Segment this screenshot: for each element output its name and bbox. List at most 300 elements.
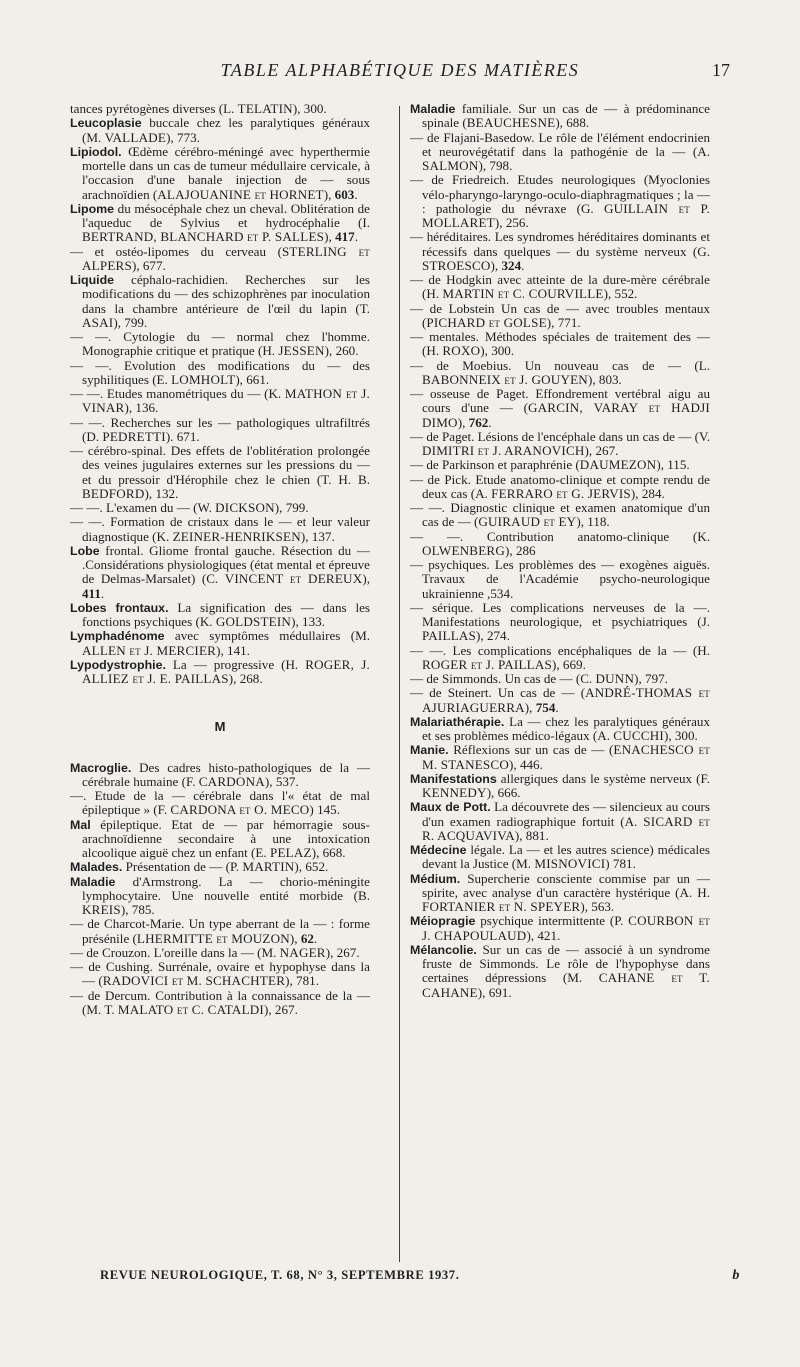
entry-text: céphalo-rachidien. Recherches sur les modifications du — des schizophrènes par inoculation dans la chambre antérieure de l'œil du lapin (T. xyxy=(82,272,370,316)
entry-text: — de Pick. Etude anatomo-clinique et compte rendu de deux cas (A. xyxy=(410,471,710,501)
entry-punct: ), xyxy=(292,101,304,116)
entry-authors: LHERMITTE et MOUZON xyxy=(136,930,290,946)
entry-page: 137. xyxy=(311,528,335,544)
entry-authors: RADOVICI et M. SCHACHTER xyxy=(102,973,286,989)
entry-punct: ), xyxy=(587,371,599,387)
entry-authors: CARDONA xyxy=(198,773,265,789)
entry-punct: ), xyxy=(656,457,668,473)
entry-authors: GUIRAUD et EY xyxy=(478,514,577,530)
entry-text: — —. L'examen du — (W. xyxy=(70,500,216,515)
entry-page: 803. xyxy=(598,371,622,387)
entry-punct: ), xyxy=(166,129,178,145)
entry-text: — héréditaires. Les syndromes héréditaires dominants et récessifs dans quelques — du système nerveux (G. xyxy=(410,229,710,259)
entry-text: Présentation de — (P. xyxy=(122,859,243,875)
entry-page: 691. xyxy=(488,984,512,1000)
entry-page-bold: 411 xyxy=(82,585,101,601)
entry-text: Réflexions sur un cas de — ( xyxy=(448,742,614,758)
entry-text: — sérique. Les complications nerveuses de la —. Manifestations neurologique, et psychiatriques (J. xyxy=(410,599,710,629)
entry-punct: ), xyxy=(663,728,675,743)
entry-punct: ), xyxy=(216,642,228,658)
index-entries-m xyxy=(70,761,370,1018)
entry-page: 115. xyxy=(667,457,690,473)
entry-authors: MARTIN et C. COURVILLE xyxy=(442,286,604,302)
entry-punct: ), xyxy=(124,400,136,416)
entry-page: 771. xyxy=(557,314,581,330)
index-entry xyxy=(70,245,370,274)
entry-page: 132. xyxy=(155,485,179,501)
entry-text: — de Simmonds. Un cas de — (C. xyxy=(410,671,596,686)
right-column xyxy=(410,102,710,1000)
entry-authors: NAGER xyxy=(279,944,326,960)
entry-headword: Macroglie. xyxy=(70,760,132,775)
entry-text: Des cadres histo-pathologiques de la — cérébrale humaine (F. xyxy=(82,759,370,789)
entry-headword: Lymphadénome xyxy=(70,629,165,644)
index-entry xyxy=(70,387,370,416)
entry-punct: ) xyxy=(309,802,318,818)
index-entry xyxy=(70,102,370,116)
index-entry xyxy=(410,387,710,430)
entry-page: 563. xyxy=(591,899,615,914)
index-entry xyxy=(70,860,370,874)
page-number: 17 xyxy=(712,60,730,80)
index-entry xyxy=(410,800,710,843)
entry-punct: ), xyxy=(576,514,588,530)
entry-authors: ROXO xyxy=(442,343,481,359)
index-entry xyxy=(70,501,370,515)
entry-punct: ), xyxy=(289,930,301,946)
entry-authors: ROGER, J. ALLIEZ et J. E. PAILLAS xyxy=(82,656,370,686)
entry-page: 446. xyxy=(519,756,543,772)
entry-text: familiale. Sur un cas de — à prédominance spinale ( xyxy=(422,101,710,131)
entry-page-bold: 762 xyxy=(468,414,489,430)
entry-text: — de Charcot-Marie. Un type aberrant de la — : forme présénile ( xyxy=(70,916,370,946)
entry-punct: ), xyxy=(144,485,156,501)
index-entry xyxy=(410,772,710,801)
index-entry xyxy=(70,202,370,245)
index-entry xyxy=(410,686,710,715)
entry-page: 773. xyxy=(177,129,200,145)
index-entry xyxy=(410,743,710,772)
entry-page: 136. xyxy=(135,400,159,416)
entry-text: — de Moebius. Un nouveau cas de — (L. xyxy=(410,357,710,373)
index-entry xyxy=(410,601,710,644)
entry-authors: BABONNEIX et J. GOUYEN xyxy=(422,371,588,387)
index-entry xyxy=(410,173,710,230)
entry-text: buccale chez les paralytiques généraux (M. xyxy=(82,115,370,145)
index-entry xyxy=(410,273,710,302)
entry-text: — de Lobstein Un cas de — avec troubles mentaux ( xyxy=(410,300,710,330)
entry-headword: Méiopragie xyxy=(410,914,476,929)
entry-text: frontal. Gliome frontal gauche. Résection du — .Considérations physiologiques (état mental et épreuve de Delmas-Marsalet) (C. xyxy=(82,542,370,587)
entry-authors: CAHANE et T. CAHANE xyxy=(422,970,710,1000)
entry-punct: ), xyxy=(264,773,276,789)
entry-page: 118. xyxy=(587,514,610,530)
entry-authors: BEDFORD xyxy=(82,485,145,501)
index-entry xyxy=(70,330,370,359)
entry-authors: DAUMEZON xyxy=(579,457,657,473)
entry-punct: ), xyxy=(480,343,492,359)
index-entries-right xyxy=(410,102,710,1000)
index-entry xyxy=(70,116,370,145)
entry-page: 300. xyxy=(674,728,698,743)
page-header xyxy=(0,60,800,96)
entry-punct: ), xyxy=(584,443,596,458)
entry-punct: ), xyxy=(113,314,125,330)
entry-punct: ), xyxy=(546,314,558,330)
entry-punct: ), xyxy=(274,500,286,515)
index-entry xyxy=(410,672,710,686)
entry-text: du mésocéphale chez un cheval. Oblitération de l'aqueduc de Sylvius et hydrocéphalie (I. xyxy=(82,200,370,230)
entry-authors: DUNN xyxy=(595,671,635,686)
entry-headword: Médecine xyxy=(410,843,467,857)
entry-punct: ), xyxy=(235,371,247,387)
entry-text: — —. Evolution des modifications du — des syphilitiques (E. xyxy=(70,357,370,387)
entry-page: 267. xyxy=(274,1001,298,1017)
entry-text: —. Etude de la — cérébrale dans l'« état de mal épileptique » (F. xyxy=(70,788,370,818)
entry-text: — de Crouzon. L'oreille dans la — (M. xyxy=(70,944,280,960)
entry-headword: Maux de Pott. xyxy=(410,800,491,815)
index-entry xyxy=(410,473,710,502)
entry-authors: GUILLAIN et P. MOLLARET xyxy=(422,200,710,230)
entry-headword: Manifestations xyxy=(410,771,497,786)
index-entry xyxy=(70,989,370,1018)
entry-punct: ), xyxy=(362,571,370,587)
entry-text: légale. La — et les autres science) médicales devant la Justice (M. xyxy=(422,842,710,872)
entry-headword: Lipome xyxy=(70,201,115,216)
entry-authors: PELAZ xyxy=(269,845,312,860)
entry-page: 797. xyxy=(645,671,668,686)
entry-page: 881. xyxy=(525,827,549,843)
entry-authors: MALATO et C. CATALDI xyxy=(117,1001,264,1017)
entry-headword: Leucoplasie xyxy=(70,116,142,131)
entry-authors: GOLDSTEIN xyxy=(215,614,292,629)
entry-headword: Lobes frontaux. xyxy=(70,600,169,615)
entry-headword: Lypodystrophie. xyxy=(70,657,166,672)
entry-authors: FERRARO et G. JERVIS xyxy=(491,485,631,501)
entry-page: 537. xyxy=(275,773,299,789)
index-entry xyxy=(410,558,710,601)
entry-text: psychique intermittente (P. xyxy=(475,913,629,929)
entry-headword: Manie. xyxy=(410,743,449,758)
entry-punct: ), xyxy=(228,671,240,686)
entry-text: d'Armstrong. La — chorio-méningite lymphocytaire. Une nouvelle entité morbide (B. xyxy=(82,873,370,903)
index-entry xyxy=(70,789,370,818)
entry-page: 256. xyxy=(505,215,529,230)
index-entry xyxy=(410,131,710,174)
entry-page: 552. xyxy=(614,286,638,302)
entry-text: — —. Formation de cristaux dans le — et leur valeur diagnostique (K. xyxy=(70,514,370,544)
entry-text: — —. Cytologie du — normal chez l'homme. Monographie critique et pratique (H. xyxy=(70,329,370,359)
entry-punct: ), xyxy=(509,756,520,772)
index-entry xyxy=(70,629,370,658)
entry-punct: ), xyxy=(552,656,563,672)
index-entry xyxy=(410,843,710,872)
entry-text: — mentales. Méthodes spéciales de traitement des — (H. xyxy=(410,329,710,359)
index-entry xyxy=(70,946,370,960)
entry-text: Œdème cérébro-méningé avec hyperthermie mortelle dans un cas de tumeur médullaire cervicale, à l'occasion d'une banale injection de — sous arachnoïdien ( xyxy=(82,143,370,202)
entry-page: . xyxy=(100,585,105,601)
entry-page: . xyxy=(521,257,525,273)
entry-authors: BEAUCHESNE xyxy=(466,115,556,131)
entry-punct: ), xyxy=(555,115,567,131)
entry-authors: GARCIN, VARAY et HADJI DIMO xyxy=(422,400,710,430)
entry-authors: JESSEN xyxy=(278,343,325,359)
entry-page: . xyxy=(354,229,358,245)
entry-page: 267. xyxy=(595,443,619,458)
index-entry xyxy=(410,501,710,530)
entry-page: . xyxy=(555,699,559,715)
entry-text: — —. Diagnostic clinique et examen anatomique d'un cas de — ( xyxy=(410,500,710,530)
entry-authors: CARDONA et O. MECO xyxy=(170,802,310,818)
index-entry xyxy=(410,302,710,331)
entry-authors: COURBON et J. CHAPOULAUD xyxy=(422,913,710,943)
entry-punct: ), xyxy=(524,699,536,715)
entry-text: — de Friedreich. Etudes neurologiques (Myoclonies vélo-pharyngo-laryngo-oculo-diaphragmatiques ; la — : pathologie du névraxe (G. xyxy=(410,172,710,216)
entry-page: 141. xyxy=(227,642,250,658)
entry-authors: ANDRÉ-THOMAS et AJURIAGUERRA xyxy=(422,685,710,715)
entry-page: 260. xyxy=(335,343,359,359)
entry-page: 267. xyxy=(336,944,360,960)
entry-punct: ). xyxy=(165,428,177,444)
entry-authors: PAILLAS xyxy=(422,628,477,644)
entry-punct: ) xyxy=(605,856,613,872)
index-entry xyxy=(410,943,710,1000)
entry-authors: VINCENT et DEREUX xyxy=(224,571,363,587)
entry-punct: ), xyxy=(478,158,490,173)
index-entry xyxy=(70,544,370,601)
entry-authors: ASAI xyxy=(82,314,114,330)
entry-page: 284. xyxy=(641,485,665,501)
entry-punct: ), xyxy=(514,827,526,843)
entry-text: — —. Recherches sur les — pathologiques ultrafiltrés (D. xyxy=(70,414,370,444)
index-entry xyxy=(410,458,710,472)
entry-authors: PICHARD et GOLSE xyxy=(426,314,547,330)
entry-page: . xyxy=(354,186,358,202)
entry-text: Supercherie consciente commise par un — spirite, avec analyse d'un caractère hystérique (A. H. xyxy=(422,870,710,900)
entry-authors: ALAJOUANINE et HORNET xyxy=(157,186,324,202)
entry-authors: CUCCHI xyxy=(613,728,664,743)
entry-page-bold: 324 xyxy=(501,257,522,273)
entry-punct: ), xyxy=(490,257,502,273)
entry-page: 781. xyxy=(296,973,319,989)
entry-authors: BERTRAND, BLANCHARD et P. SALLES xyxy=(82,229,325,245)
entry-text: allergiques dans le système nerveux (F. xyxy=(496,770,710,786)
entry-text: tances pyrétogènes diverses (L. xyxy=(70,101,238,116)
entry-text: La découvrete des — silencieux au cours d'un examen radiographique fortuit (A. xyxy=(422,799,711,829)
entry-page: 300. xyxy=(491,343,515,359)
entry-authors: STERLING et ALPERS xyxy=(82,243,370,273)
index-entry xyxy=(70,658,370,687)
entry-authors: MARTIN xyxy=(242,859,295,875)
entry-authors: DICKSON xyxy=(215,500,275,515)
entry-authors: LOMHOLT xyxy=(171,371,236,387)
index-entry xyxy=(70,818,370,861)
entry-text: Sur un cas de — associé à un syndrome fruste de Simmonds. Le rôle de l'hypophyse dans certaines dépressions (M. xyxy=(422,941,710,986)
entry-page: 652. xyxy=(305,859,329,875)
entry-punct: ), xyxy=(323,186,335,202)
index-entry xyxy=(70,515,370,544)
entry-text: — et ostéo-lipomes du cerveau ( xyxy=(70,243,282,259)
entry-headword: Malades. xyxy=(70,860,123,875)
entry-headword: Médium. xyxy=(410,871,461,886)
index-entry xyxy=(410,872,710,915)
entry-authors: ZEINER-HENRIKSEN xyxy=(172,528,301,544)
entry-text: — osseuse de Paget. Effondrement vertébral aigu au cours d'une — ( xyxy=(410,386,710,416)
entry-headword: Maladie xyxy=(70,874,116,889)
entry-page-bold: 603 xyxy=(334,186,355,202)
entry-text: La — chez les paralytiques généraux et ses problèmes médico-légaux (A. xyxy=(422,713,710,743)
index-entry xyxy=(410,914,710,943)
journal-citation: REVUE NEUROLOGIQUE, T. 68, N° 3, SEPTEMBRE 1937. xyxy=(100,1268,460,1282)
index-entry xyxy=(70,875,370,918)
entry-authors: FORTANIER et N. SPEYER xyxy=(422,899,581,914)
entry-punct: ), xyxy=(264,1001,275,1017)
entry-punct: ), xyxy=(285,973,297,989)
entry-page: 145. xyxy=(317,802,340,818)
entry-punct: ), xyxy=(477,984,489,1000)
entry-authors: SICARD et R. ACQUAVIVA xyxy=(422,813,710,843)
entry-punct: ), xyxy=(325,944,337,960)
entry-text: — —. Les complications encéphaliques de la — (H. xyxy=(410,642,710,658)
entry-punct: ), xyxy=(476,628,487,644)
entry-page: 781. xyxy=(612,856,636,872)
index-entry xyxy=(410,330,710,359)
entry-page: 798. xyxy=(489,158,513,173)
entry-authors: ALLEN et J. MERCIER xyxy=(82,642,217,658)
entry-page: 668. xyxy=(322,845,346,860)
entry-page: 669. xyxy=(562,656,586,672)
entry-text: — de Flajani-Basedow. Le rôle de l'élément endocrinien et neurovégétatif dans la pathogénie de la — (A. xyxy=(410,129,710,159)
signature-mark: b xyxy=(732,1268,740,1283)
entry-page: 300. xyxy=(303,101,327,116)
index-entry xyxy=(70,273,370,330)
entry-page: 688. xyxy=(566,115,590,131)
entry-page: 268. xyxy=(239,671,263,686)
entry-text: La signification des — dans les fonctions psychiques (K. xyxy=(82,599,370,629)
entry-page: 421. xyxy=(537,927,561,943)
entry-authors: OLWENBERG xyxy=(422,542,506,558)
entry-authors: KREIS xyxy=(82,902,121,917)
entry-page-bold: 62 xyxy=(300,930,314,946)
entry-punct: ), xyxy=(580,899,592,914)
entry-text: La — progressive (H. xyxy=(165,656,306,672)
entry-punct: ), xyxy=(486,785,498,800)
entry-punct: ), xyxy=(630,485,642,501)
entry-punct: ), xyxy=(291,614,303,629)
entry-punct: ), xyxy=(300,528,312,544)
entry-text: — de Parkinson et paraphrénie ( xyxy=(410,457,580,473)
index-entry xyxy=(70,145,370,202)
entry-text: — de Dercum. Contribution à la connaissance de la — (M. T. xyxy=(70,987,370,1017)
entry-headword: Lobe xyxy=(70,543,100,558)
page-title: TABLE ALPHABÉTIQUE DES MATIÈRES xyxy=(220,60,580,80)
entry-page: 133. xyxy=(302,614,325,629)
index-entry xyxy=(70,761,370,790)
entry-text: épileptique. Etat de — par hémorragie sous-arachnoïdienne secondaire à une intoxication alcoolique aiguë chez un enfant (E. xyxy=(82,816,370,860)
entry-headword: Malariathérapie. xyxy=(410,714,505,729)
index-entries-l xyxy=(70,102,370,686)
entry-page: 671. xyxy=(176,428,200,444)
entry-text: — de Cushing. Surrénale, ovaire et hypophyse dans la — ( xyxy=(70,959,370,989)
entry-punct: ), xyxy=(324,343,336,359)
entry-authors: PEDRETTI xyxy=(102,428,166,444)
column-divider xyxy=(399,106,400,1262)
index-entry xyxy=(70,601,370,630)
index-entry xyxy=(410,359,710,388)
entry-text: — psychiques. Les problèmes des — exogènes aiguës. Travaux de l'Académie psycho-neurologique ukrainienne , xyxy=(410,557,710,601)
entry-text: — cérébro-spinal. Des effets de l'oblitération prolongée des veines jugulaires externes sur les pressions du — et du pressoir d'Hérophile chez le chien (T. H. B. xyxy=(70,443,370,487)
index-entry xyxy=(70,444,370,501)
entry-text: — de Paget. Lésions de l'encéphale dans un cas de — (V. xyxy=(410,428,710,444)
entry-authors: KENNEDY xyxy=(422,785,487,800)
index-entry xyxy=(70,359,370,388)
entry-authors: ENACHESCO et M. STANESCO xyxy=(422,742,710,772)
entry-punct: ), xyxy=(634,671,646,686)
index-entry xyxy=(410,102,710,131)
entry-page: 799. xyxy=(285,500,309,515)
index-entry xyxy=(410,644,710,673)
entry-punct: ), xyxy=(505,542,516,558)
entry-text: — —. Contribution anatomo-clinique (K. xyxy=(410,528,710,544)
entry-authors: VALLADE xyxy=(104,129,167,145)
entry-page: 661. xyxy=(246,371,270,387)
entry-headword: Mal xyxy=(70,817,91,832)
entry-punct: ), xyxy=(311,845,323,860)
entry-text: — —. Etudes manométriques du — (K. xyxy=(70,386,285,401)
entry-page: 274. xyxy=(486,628,510,644)
entry-punct: ), xyxy=(526,927,538,943)
entry-authors: STROESCO xyxy=(422,257,491,273)
entry-authors: TELATIN xyxy=(237,101,293,116)
entry-punct: ), xyxy=(324,229,336,245)
index-entry xyxy=(70,917,370,946)
entry-punct: ), xyxy=(457,414,469,430)
entry-authors: MISNOVICI xyxy=(534,856,606,872)
entry-page: 286 xyxy=(515,542,536,558)
entry-headword: Mélancolie. xyxy=(410,942,477,957)
entry-punct: ), xyxy=(131,257,143,273)
index-entry xyxy=(410,430,710,459)
entry-page: . xyxy=(313,930,318,946)
entry-authors: DIMITRI et J. ARANOVICH xyxy=(422,443,585,458)
entry-page: 799. xyxy=(124,314,148,330)
entry-page: 677. xyxy=(142,257,166,273)
entry-page: . xyxy=(488,414,492,430)
index-entry xyxy=(70,416,370,445)
entry-headword: Liquide xyxy=(70,273,115,287)
entry-punct: ), xyxy=(494,215,506,230)
entry-text: avec symptômes médullaires (M. xyxy=(164,628,370,644)
entry-authors: SALMON xyxy=(422,158,479,173)
entry-headword: Maladie xyxy=(410,102,456,116)
entry-page: 666. xyxy=(497,785,521,800)
index-entry xyxy=(70,960,370,989)
entry-punct: ), xyxy=(120,902,132,917)
entry-punct: ), xyxy=(603,286,615,302)
index-entry xyxy=(410,230,710,273)
entry-page-bold: 417 xyxy=(335,229,355,245)
entry-authors: ROGER et J. PAILLAS xyxy=(422,656,552,672)
entry-page-bold: 754 xyxy=(535,699,556,715)
entry-text: — de Steinert. Un cas de — ( xyxy=(410,685,586,701)
index-entry xyxy=(410,530,710,559)
entry-authors: MATHON et J. VINAR xyxy=(82,386,370,416)
entry-text: — de Hodgkin avec atteinte de la dure-mère cérébrale (H. xyxy=(410,272,710,302)
section-letter: M xyxy=(214,719,226,735)
entry-page: 785. xyxy=(131,902,155,917)
index-entry xyxy=(410,715,710,744)
page-footer xyxy=(100,1268,740,1283)
